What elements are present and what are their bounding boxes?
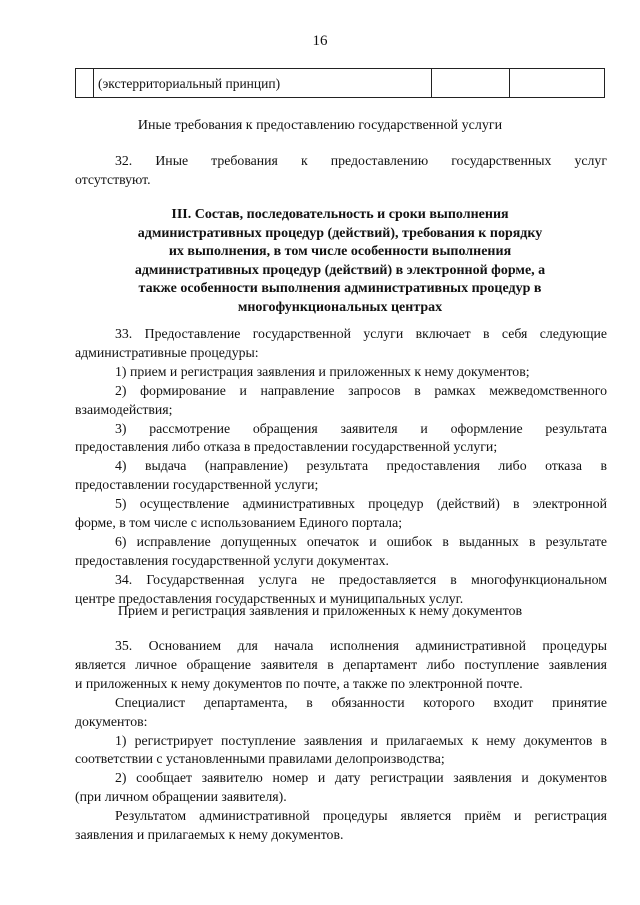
table-cell-divider — [509, 69, 510, 97]
table-cell-divider — [93, 69, 94, 97]
heading-other-requirements: Иные требования к предоставлению государственной услуги — [137, 118, 503, 133]
table-cell-text: (экстерриториальный принцип) — [98, 76, 281, 91]
page-number: 16 — [312, 33, 328, 49]
heading-reception: Прием и регистрация заявления и приложенных к нему документов — [117, 604, 523, 619]
table-cell-divider — [431, 69, 432, 97]
section-3-title: III. Состав, последовательность и сроки выполнения административных процедур (действий), требования к порядку их выполнения, в том числе особенности выполнения административных процедур (действий) в электронной форме, а также особенности выполнения административных процедур в многофункциональных центрах — [134, 207, 546, 315]
paragraph-33-34: 33. Предоставление государственной услуги включает в себя следующие административные процедуры: 1) прием и регистрация заявления и приложенных к нему документов; 2) формирование и направление запросов в рамках межведомственного взаимодействия; 3) рассмотрение обращения заявителя и оформление результата предоставления либо отказа в предоставлении государственной услуги; 4) выдача (направление) результата предоставления либо отказа в предоставлении государственной услуги; 5) осуществление административных процедур (действий) в электронной форме, в том числе с использованием Единого портала; 6) исправление допущенных опечаток и ошибок в выданных в результате предоставления государственной услуги документах. 34. Государственная услуга не предоставляется в многофункциональном центре предоставления государственных и муниципальных услуг. — [75, 326, 607, 606]
paragraph-32: 32. Иные требования к предоставлению государственных услуг отсутствуют. — [75, 153, 607, 187]
paragraph-35: 35. Основанием для начала исполнения административной процедуры является личное обращение заявителя в департамент либо поступление заявления и приложенных к нему документов по почте, а также по электронной почте. Специалист департамента, в обязанности которого входит принятие документов: 1) регистрирует поступление заявления и прилагаемых к нему документов в соответствии с установленными правилами делопроизводства; 2) сообщает заявителю номер и дату регистрации заявления и документов (при личном обращении заявителя). Результатом административной процедуры является приём и регистрация заявления и прилагаемых к нему документов. — [75, 638, 607, 843]
table-row — [75, 68, 605, 98]
